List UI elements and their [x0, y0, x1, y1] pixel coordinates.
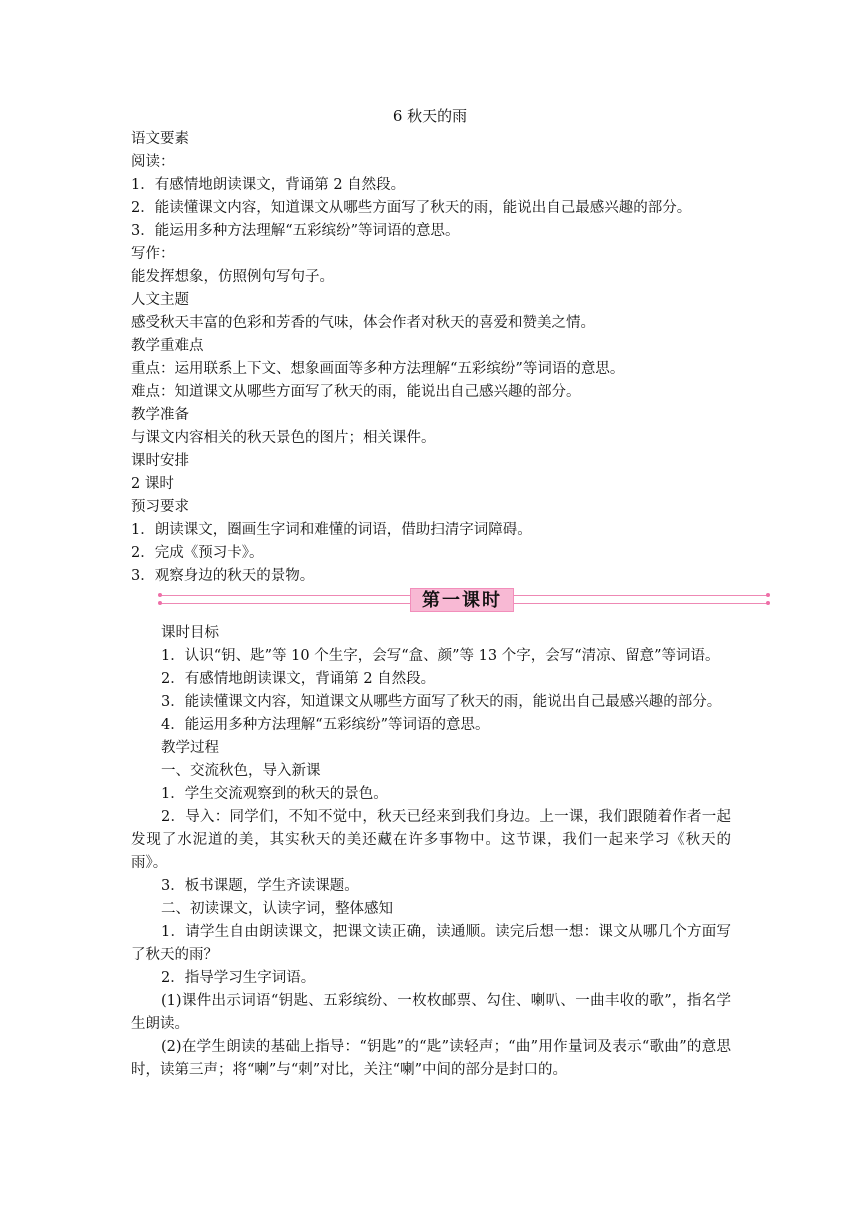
paragraph: 与课文内容相关的秋天景色的图片；相关课件。: [131, 430, 436, 446]
paragraph: 重点：运用联系上下文、想象画面等多种方法理解“五彩缤纷”等词语的意思。: [131, 361, 625, 377]
paragraph: (1)课件出示词语“钥匙、五彩缤纷、一枚枚邮票、勾住、喇叭、一曲丰收的歌”，指名学生朗读。: [131, 993, 731, 1032]
paragraph: 2．有感情地朗读课文，背诵第 2 自然段。: [161, 671, 436, 687]
banner-label: 第一课时: [410, 588, 514, 612]
paragraph: 人文主题: [131, 292, 189, 308]
banner-dot: [766, 601, 770, 605]
paragraph: 1．学生交流观察到的秋天的景色。: [161, 786, 388, 802]
paragraph: 写作：: [131, 246, 175, 262]
paragraph: 预习要求: [131, 499, 189, 515]
banner-dot: [766, 593, 770, 597]
paragraph: 教学过程: [161, 740, 219, 756]
paragraph: 教学准备: [131, 407, 189, 423]
paragraph: 3．观察身边的秋天的景物。: [131, 568, 315, 584]
paragraph: 3．板书课题，学生齐读课题。: [161, 878, 359, 894]
paragraph: 3．能读懂课文内容，知道课文从哪些方面写了秋天的雨，能说出自己最感兴趣的部分。: [161, 694, 722, 710]
paragraph: 课时安排: [131, 453, 189, 469]
banner-dot: [158, 593, 162, 597]
paragraph: 阅读：: [131, 154, 175, 170]
paragraph: 2．导入：同学们，不知不觉中，秋天已经来到我们身边。上一课，我们跟随着作者一起发现了水泥道的美，其实秋天的美还藏在许多事物中。这节课，我们一起来学习《秋天的雨》。: [131, 809, 731, 871]
paragraph: 1．请学生自由朗读课文，把课文读正确，读通顺。读完后想一想：课文从哪几个方面写了秋天的雨？: [131, 924, 731, 963]
lesson-overview: [131, 128, 731, 588]
paragraph: 感受秋天丰富的色彩和芳香的气味，体会作者对秋天的喜爱和赞美之情。: [131, 315, 595, 331]
paragraph: 3．能运用多种方法理解“五彩缤纷”等词语的意思。: [131, 223, 460, 239]
paragraph: 教学重难点: [131, 338, 204, 354]
lesson-title: 6 秋天的雨: [392, 107, 468, 125]
banner-dot: [158, 601, 162, 605]
first-period-content: [131, 622, 731, 1082]
paragraph: 能发挥想象，仿照例句写句子。: [131, 269, 334, 285]
paragraph: (2)在学生朗读的基础上指导：“钥匙”的“匙”读轻声；“曲”用作量词及表示“歌曲”的意思时，读第三声；将“喇”与“刺”对比，关注“喇”中间的部分是封口的。: [131, 1039, 731, 1078]
paragraph: 二、初读课文，认读字词，整体感知: [161, 901, 393, 917]
paragraph: 4．能运用多种方法理解“五彩缤纷”等词语的意思。: [161, 717, 490, 733]
paragraph: 1．认识“钥、匙”等 10 个生字，会写“盒、颜”等 13 个字，会写“清凉、留意”等词语。: [161, 648, 720, 664]
paragraph: 课时目标: [161, 625, 219, 641]
paragraph: 难点：知道课文从哪些方面写了秋天的雨，能说出自己感兴趣的部分。: [131, 384, 581, 400]
paragraph: 2．指导学习生字词语。: [161, 970, 316, 986]
paragraph: 一、交流秋色，导入新课: [161, 763, 321, 779]
paragraph: 2．能读懂课文内容，知道课文从哪些方面写了秋天的雨，能说出自己最感兴趣的部分。: [131, 200, 692, 216]
paragraph: 1．有感情地朗读课文，背诵第 2 自然段。: [131, 177, 406, 193]
paragraph: 1．朗读课文，圈画生字词和难懂的词语，借助扫清字词障碍。: [131, 522, 532, 538]
paragraph: 2 课时: [131, 476, 174, 492]
paragraph: 2．完成《预习卡》。: [131, 545, 264, 561]
lesson-period-banner: [160, 588, 768, 612]
paragraph: 语文要素: [131, 131, 189, 147]
